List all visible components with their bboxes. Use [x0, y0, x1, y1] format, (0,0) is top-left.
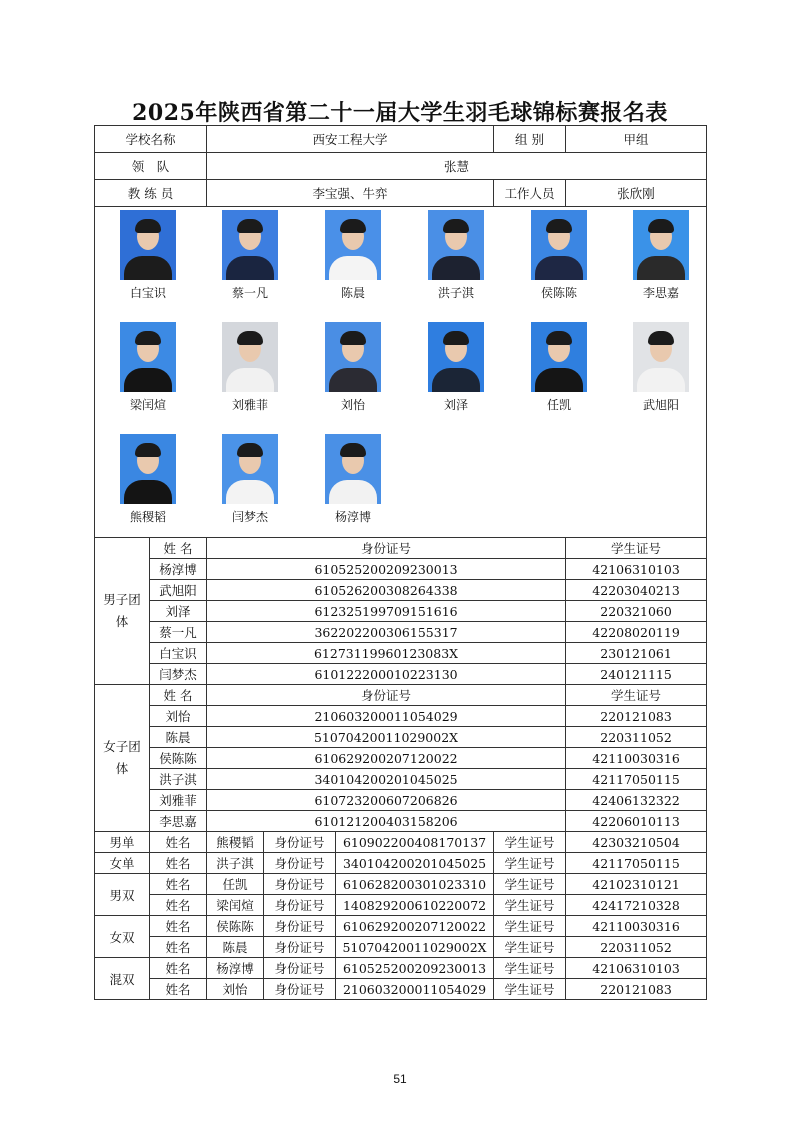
column-header-name: 姓 名 [150, 685, 207, 706]
portrait-body [226, 368, 274, 392]
group-value: 甲组 [566, 126, 707, 153]
name-label: 姓名 [150, 853, 207, 874]
portrait-body [535, 368, 583, 392]
id-label: 身份证号 [264, 853, 336, 874]
photos-row [95, 207, 707, 538]
player-photo-card [303, 434, 403, 525]
portrait-body [432, 256, 480, 280]
student-id: 42208020119 [566, 622, 707, 643]
event-row [95, 895, 707, 916]
portrait-hair [443, 331, 469, 345]
student-id: 42203040213 [566, 580, 707, 601]
event-row [95, 832, 707, 853]
portrait-hair [237, 219, 263, 233]
name-label: 姓名 [150, 832, 207, 853]
player-name: 刘怡 [207, 979, 264, 1000]
id-number: 610723200607206826 [207, 790, 566, 811]
table-row [95, 790, 707, 811]
id-number: 210603200011054029 [207, 706, 566, 727]
player-name: 洪子淇 [207, 853, 264, 874]
player-photo-name: 陈晨 [340, 286, 365, 300]
name-label: 姓名 [150, 895, 207, 916]
table-row [95, 559, 707, 580]
portrait-hair [135, 331, 161, 345]
player-photo-name: 刘怡 [340, 398, 365, 412]
student-id-label: 学生证号 [494, 937, 566, 958]
id-number: 610122200010223130 [207, 664, 566, 685]
player-photo-card [303, 210, 403, 301]
id-number: 610628200301023310 [336, 874, 494, 895]
student-id-label: 学生证号 [494, 916, 566, 937]
table-row [95, 748, 707, 769]
events-section [95, 832, 707, 1000]
leader-value: 张慧 [207, 153, 707, 180]
portrait-body [637, 368, 685, 392]
student-id: 240121115 [566, 664, 707, 685]
player-photo-name: 侯陈陈 [540, 286, 577, 300]
player-photo-card [406, 322, 506, 413]
id-label: 身份证号 [264, 832, 336, 853]
portrait-body [226, 480, 274, 504]
student-id-label: 学生证号 [494, 979, 566, 1000]
coach-label: 教 练 员 [95, 180, 207, 207]
coach-row [95, 180, 707, 207]
photos-cell [95, 207, 707, 538]
portrait-hair [648, 219, 674, 233]
event-label: 男单 [95, 832, 150, 853]
student-id: 42406132322 [566, 790, 707, 811]
student-id: 220121083 [566, 706, 707, 727]
id-label: 身份证号 [264, 916, 336, 937]
portrait-body [124, 368, 172, 392]
portrait-body [432, 368, 480, 392]
player-photo-card [611, 322, 707, 413]
id-number: 610525200209230013 [336, 958, 494, 979]
table-row [95, 706, 707, 727]
portrait-hair [237, 443, 263, 457]
portrait-body [329, 480, 377, 504]
event-label: 女单 [95, 853, 150, 874]
team-header-row [95, 685, 707, 706]
name-label: 姓名 [150, 874, 207, 895]
portrait-body [124, 256, 172, 280]
id-number: 140829200610220072 [336, 895, 494, 916]
portrait-hair [340, 331, 366, 345]
name-label: 姓名 [150, 916, 207, 937]
table-row [95, 643, 707, 664]
id-label: 身份证号 [264, 937, 336, 958]
table-row [95, 727, 707, 748]
student-id-label: 学生证号 [494, 874, 566, 895]
id-number: 362202200306155317 [207, 622, 566, 643]
player-photo [531, 210, 587, 280]
id-number: 610902200408170137 [336, 832, 494, 853]
student-id-label: 学生证号 [494, 958, 566, 979]
column-header-id: 身份证号 [207, 685, 566, 706]
portrait-body [535, 256, 583, 280]
player-name: 陈晨 [207, 937, 264, 958]
portrait-hair [340, 443, 366, 457]
table-row [95, 664, 707, 685]
portrait-hair [135, 443, 161, 457]
group-label: 组 别 [494, 126, 566, 153]
player-photo [531, 322, 587, 392]
school-row [95, 126, 707, 153]
portrait-body [329, 256, 377, 280]
event-row [95, 853, 707, 874]
event-label: 男双 [95, 874, 150, 916]
player-photo [428, 322, 484, 392]
player-photo-name: 熊稷韬 [129, 510, 166, 524]
portrait-hair [546, 331, 572, 345]
player-photo-name: 武旭阳 [642, 398, 679, 412]
table-row [95, 769, 707, 790]
student-id: 220321060 [566, 601, 707, 622]
student-id-label: 学生证号 [494, 853, 566, 874]
portrait-body [329, 368, 377, 392]
id-number: 340104200201045025 [207, 769, 566, 790]
student-id: 220311052 [566, 937, 707, 958]
player-photo-card [200, 210, 300, 301]
portrait-hair [135, 219, 161, 233]
player-photo-name: 洪子淇 [437, 286, 474, 300]
student-id: 42110030316 [566, 916, 707, 937]
player-name: 任凯 [207, 874, 264, 895]
player-photo-name: 杨淳博 [334, 510, 371, 524]
portrait-hair [648, 331, 674, 345]
id-label: 身份证号 [264, 958, 336, 979]
student-id: 42106310103 [566, 559, 707, 580]
event-row [95, 874, 707, 895]
event-row [95, 916, 707, 937]
portrait-hair [237, 331, 263, 345]
player-photo [120, 322, 176, 392]
men-team-section [95, 538, 707, 685]
event-row [95, 979, 707, 1000]
player-photo [222, 434, 278, 504]
women-team-label: 女子团体 [95, 685, 150, 832]
player-name: 陈晨 [150, 727, 207, 748]
table-row [95, 622, 707, 643]
id-number: 610629200207120022 [336, 916, 494, 937]
player-photo-name: 李思嘉 [642, 286, 679, 300]
student-id: 42303210504 [566, 832, 707, 853]
player-name: 刘怡 [150, 706, 207, 727]
portrait-body [124, 480, 172, 504]
id-number: 610526200308264338 [207, 580, 566, 601]
event-row [95, 958, 707, 979]
player-photo-name: 任凯 [546, 398, 571, 412]
name-label: 姓名 [150, 937, 207, 958]
player-photo [325, 322, 381, 392]
id-number: 210603200011054029 [336, 979, 494, 1000]
id-label: 身份证号 [264, 979, 336, 1000]
student-id: 42106310103 [566, 958, 707, 979]
id-number: 51070420011029002X [336, 937, 494, 958]
student-id: 230121061 [566, 643, 707, 664]
player-name: 白宝识 [150, 643, 207, 664]
player-name: 洪子淇 [150, 769, 207, 790]
player-photo-name: 闫梦杰 [231, 510, 268, 524]
player-name: 侯陈陈 [207, 916, 264, 937]
id-number: 61273119960123083X [207, 643, 566, 664]
portrait-hair [443, 219, 469, 233]
student-id: 42117050115 [566, 769, 707, 790]
player-name: 武旭阳 [150, 580, 207, 601]
leader-label: 领 队 [95, 153, 207, 180]
player-photo [325, 210, 381, 280]
page-title: 2025年陕西省第二十一届大学生羽毛球锦标赛报名表 [132, 100, 668, 126]
player-photo-card [303, 322, 403, 413]
school-label: 学校名称 [95, 126, 207, 153]
player-photo-card [200, 434, 300, 525]
player-photo [222, 322, 278, 392]
player-photo [428, 210, 484, 280]
men-team-label: 男子团体 [95, 538, 150, 685]
student-id: 42117050115 [566, 853, 707, 874]
portrait-body [637, 256, 685, 280]
student-id: 42206010113 [566, 811, 707, 832]
player-photo-card [98, 322, 198, 413]
page-number: 51 [393, 1072, 407, 1086]
player-name: 梁闰煊 [207, 895, 264, 916]
id-number: 610525200209230013 [207, 559, 566, 580]
women-team-section [95, 685, 707, 832]
player-name: 刘泽 [150, 601, 207, 622]
player-photo [325, 434, 381, 504]
player-name: 李思嘉 [150, 811, 207, 832]
player-photo-name: 蔡一凡 [231, 286, 268, 300]
team-header-row [95, 538, 707, 559]
event-label: 混双 [95, 958, 150, 1000]
student-id: 220311052 [566, 727, 707, 748]
portrait-body [226, 256, 274, 280]
id-number: 51070420011029002X [207, 727, 566, 748]
player-name: 侯陈陈 [150, 748, 207, 769]
student-id-label: 学生证号 [494, 832, 566, 853]
player-photo [120, 434, 176, 504]
student-id: 42110030316 [566, 748, 707, 769]
id-number: 612325199709151616 [207, 601, 566, 622]
player-photo-name: 白宝识 [129, 286, 166, 300]
player-photo [633, 322, 689, 392]
table-row [95, 811, 707, 832]
player-photo-card [406, 210, 506, 301]
player-name: 蔡一凡 [150, 622, 207, 643]
player-photo [120, 210, 176, 280]
player-name: 闫梦杰 [150, 664, 207, 685]
player-photo-name: 梁闰煊 [129, 398, 166, 412]
id-label: 身份证号 [264, 895, 336, 916]
staff-value: 张欣刚 [566, 180, 707, 207]
coach-value: 李宝强、牛弈 [207, 180, 494, 207]
player-photo [633, 210, 689, 280]
player-photo-card [98, 210, 198, 301]
player-name: 杨淳博 [207, 958, 264, 979]
event-row [95, 937, 707, 958]
name-label: 姓名 [150, 979, 207, 1000]
school-value: 西安工程大学 [207, 126, 494, 153]
player-photo-card [509, 322, 609, 413]
column-header-student-id: 学生证号 [566, 685, 707, 706]
player-name: 杨淳博 [150, 559, 207, 580]
name-label: 姓名 [150, 958, 207, 979]
student-id: 42102310121 [566, 874, 707, 895]
event-label: 女双 [95, 916, 150, 958]
player-photo-card [509, 210, 609, 301]
column-header-id: 身份证号 [207, 538, 566, 559]
student-id: 42417210328 [566, 895, 707, 916]
registration-form [94, 125, 707, 1000]
student-id-label: 学生证号 [494, 895, 566, 916]
player-photo-card [200, 322, 300, 413]
portrait-hair [340, 219, 366, 233]
player-photo-name: 刘泽 [443, 398, 468, 412]
table-row [95, 580, 707, 601]
staff-label: 工作人员 [494, 180, 566, 207]
column-header-student-id: 学生证号 [566, 538, 707, 559]
id-number: 340104200201045025 [336, 853, 494, 874]
player-photo-card [611, 210, 707, 301]
photo-grid [95, 207, 707, 537]
id-number: 610629200207120022 [207, 748, 566, 769]
player-name: 刘雅菲 [150, 790, 207, 811]
player-photo-name: 刘雅菲 [231, 398, 268, 412]
student-id: 220121083 [566, 979, 707, 1000]
column-header-name: 姓 名 [150, 538, 207, 559]
leader-row [95, 153, 707, 180]
player-photo [222, 210, 278, 280]
id-number: 610121200403158206 [207, 811, 566, 832]
portrait-hair [546, 219, 572, 233]
player-photo-card [98, 434, 198, 525]
table-row [95, 601, 707, 622]
player-name: 熊稷韬 [207, 832, 264, 853]
id-label: 身份证号 [264, 874, 336, 895]
